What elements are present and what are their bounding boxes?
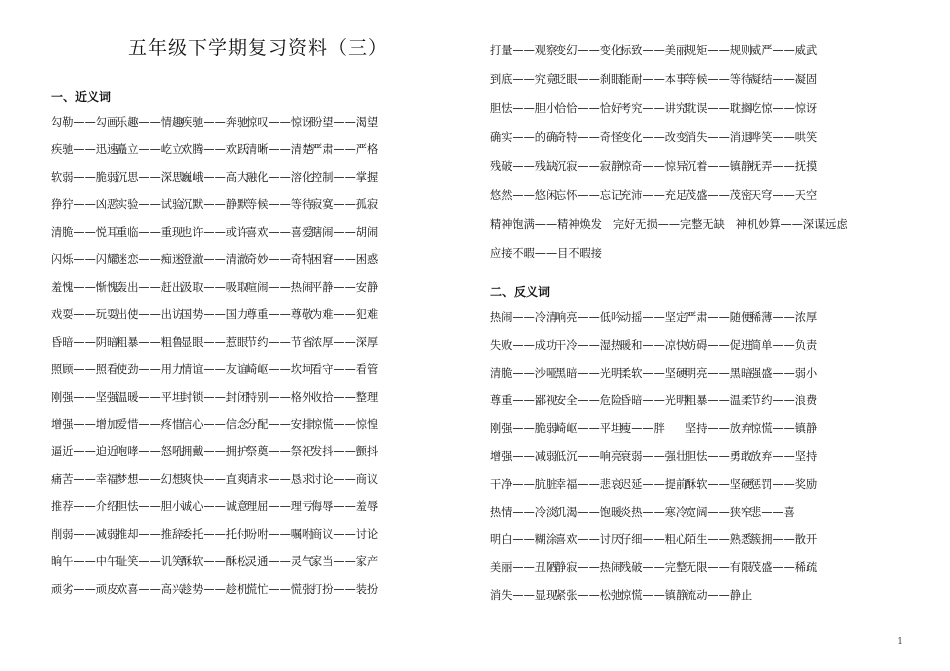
synonym-row (490, 102, 818, 116)
word-pair: 幸福——悲哀 (555, 477, 623, 491)
synonym-row (51, 225, 379, 240)
word-pair: 照顾——照看 (51, 363, 119, 377)
word-pair: 悲——喜 (750, 505, 795, 519)
word-pair: 发抖——颤抖 (311, 445, 379, 459)
antonym-row (490, 422, 818, 436)
word-pair: 耽误——耽搁 (685, 102, 753, 115)
word-pair: 咆哮——怒吼 (116, 445, 184, 459)
word-pair: 响亮——低吟 (555, 311, 623, 324)
word-pair: 沉默——静默 (181, 198, 249, 212)
word-pair: 悠然——悠闲 (490, 189, 558, 202)
synonym-row (51, 335, 379, 350)
word-pair: 出使——出访 (116, 308, 184, 322)
page-title: 五年级下学期复习资料（三） (128, 37, 389, 59)
synonym-row (51, 363, 379, 377)
word-pair: 简单——负责 (750, 338, 818, 352)
synonym-row (51, 280, 379, 295)
word-pair: 胆怯——胆小 (490, 102, 558, 115)
word-pair: 低沉——响亮 (555, 450, 623, 463)
word-pair: 也许——或许 (181, 225, 249, 239)
word-pair: 节约——节省 (246, 335, 314, 349)
word-pair: 干净——肮脏 (490, 477, 558, 491)
word-pair: 增强——减弱 (490, 450, 558, 463)
synonym-row (51, 253, 379, 267)
word-pair: 考究——讲究 (620, 102, 688, 115)
word-pair: 忘怀——忘记 (555, 189, 623, 202)
word-pair: 欢腾——欢跃 (181, 143, 249, 157)
word-pair: 宽阔——狭窄 (685, 505, 753, 519)
word-pair: 疾驰——奔驰 (181, 116, 249, 129)
word-pair: 增强——增加 (51, 417, 119, 431)
page-number: 1 (897, 637, 903, 647)
word-pair: 威严——威武 (750, 44, 818, 57)
word-pair: 残破——完整 (620, 561, 688, 575)
word-pair: 粗暴——温柔 (685, 394, 753, 408)
word-pair: 尊重——尊敬 (246, 308, 314, 322)
word-pair: 软弱——脆弱 (51, 170, 119, 184)
word-pair: 静寂——热闹 (555, 561, 623, 575)
word-pair: 惊奇——惊异 (620, 160, 688, 173)
word-pair: 凝结——凝固 (750, 73, 818, 86)
word-pair: 热闹——冷清 (490, 311, 558, 324)
word-pair: 迷恋——痴迷 (116, 253, 184, 267)
word-pair: 沉思——深思 (116, 170, 184, 184)
word-pair: 明白——糊涂 (490, 533, 558, 547)
word-pair: 控制——掌握 (311, 170, 379, 184)
word-pair: 恰恰——恰好 (555, 102, 623, 115)
word-pair: 热情——冷淡 (490, 505, 558, 519)
synonyms-heading: 一、近义词 (51, 90, 112, 104)
word-pair: 等候——等待 (685, 73, 753, 86)
word-pair: 梦想——幻想 (116, 472, 184, 486)
word-pair: 干冷——湿热 (555, 338, 623, 352)
word-pair: 灵通——灵气 (246, 555, 314, 569)
word-pair: 奇特——奇怪 (555, 131, 623, 144)
word-pair: 眨眼——刹眼 (555, 73, 623, 86)
word-pair: 抚弄——抚摸 (750, 160, 818, 173)
word-pair: 国势——国力 (181, 308, 249, 322)
word-pair: 矗立——屹立 (116, 143, 184, 157)
word-pair: 惊慌——惊惶 (311, 417, 379, 431)
word-pair: 趁势——趁机 (181, 582, 249, 596)
word-pair: 家当——家产 (311, 555, 379, 569)
word-pair: 确实——的确 (490, 131, 558, 144)
word-pair: 稀薄——浓厚 (750, 311, 818, 324)
synonym-row (51, 555, 379, 569)
antonym-row (490, 477, 818, 492)
word-pair: 簇拥——散开 (750, 533, 818, 547)
word-pair: 哗笑——哄笑 (750, 131, 818, 144)
word-pair: 坚持——放弃 (685, 422, 753, 436)
synonym-row (51, 198, 379, 212)
word-pair: 清脆——悦耳 (51, 225, 119, 239)
word-pair: 使劲——用力 (116, 363, 184, 377)
synonym-row (490, 160, 818, 174)
antonym-row (490, 311, 818, 325)
word-pair: 无限——有限 (685, 561, 753, 575)
word-pair: 能耐——本事 (620, 73, 688, 86)
word-pair: 乐趣——情趣 (116, 116, 184, 129)
synonym-row (490, 189, 818, 203)
word-pair: 狰狞——凶恶 (51, 198, 119, 212)
word-pair: 吃惊——惊讶 (750, 102, 818, 115)
word-pair: 爽快——直爽 (181, 472, 249, 486)
word-pair: 勾勒——勾画 (51, 116, 119, 129)
synonym-row (490, 218, 859, 232)
word-pair: 崎岖——平坦 (555, 422, 623, 436)
word-pair: 浓厚——深厚 (311, 335, 379, 349)
synonym-row (490, 73, 818, 87)
word-pair: 为难——犯难 (311, 308, 379, 322)
word-pair: 酥软——坚硬 (685, 477, 753, 491)
word-pair: 暖和——凉快 (620, 338, 688, 352)
word-pair: 温暖——平坦 (116, 390, 184, 404)
synonym-row (51, 445, 379, 459)
antonym-row (490, 366, 818, 381)
word-pair: 情谊——友谊 (181, 363, 249, 377)
synonym-row (51, 527, 379, 542)
synonym-row (490, 247, 613, 261)
word-pair: 诚心——诚意 (181, 500, 249, 514)
word-pair: 分配——安排 (246, 417, 314, 431)
word-pair: 盼望——渴望 (311, 116, 379, 129)
word-pair: 慌忙——慌张 (246, 582, 314, 596)
word-pair: 喧闹——热闹 (246, 280, 314, 294)
word-pair: 打量——观察 (490, 44, 558, 57)
word-pair: 羞愧——惭愧 (51, 280, 119, 294)
word-pair: 流动——静止 (685, 589, 753, 602)
synonym-row (51, 308, 379, 322)
word-pair: 失败——成功 (490, 338, 558, 352)
word-pair: 充沛——充足 (620, 189, 688, 202)
word-pair: 闪烁——闪耀 (51, 253, 119, 267)
word-pair: 衰弱——强壮 (620, 450, 688, 463)
word-pair: 汲取——吸取 (181, 280, 249, 294)
antonym-row (490, 506, 815, 520)
word-pair: 强盛——弱小 (750, 366, 818, 380)
word-pair: 惩罚——奖励 (750, 477, 818, 491)
word-pair: 实验——试验 (116, 198, 184, 212)
word-pair: 胆怯——勇敢 (685, 450, 753, 463)
word-pair: 明亮——黑暗 (685, 366, 753, 380)
word-pair: 消失——显现 (490, 589, 558, 602)
word-pair: 喜欢——讨厌 (555, 533, 623, 547)
word-pair: 瘦——胖 (620, 422, 665, 436)
antonym-row (490, 338, 818, 353)
synonym-row (51, 500, 379, 514)
word-pair: 拥戴——拥护 (181, 445, 249, 459)
word-pair: 仔细——粗心 (620, 533, 688, 547)
word-pair: 耻笑——讥笑 (116, 555, 184, 569)
word-pair: 神机妙算——深谋远虑 (735, 218, 848, 231)
word-pair: 顽劣——顽皮 (51, 582, 119, 596)
word-pair: 重临——重现 (116, 225, 184, 239)
word-pair: 推却——推辞 (116, 527, 184, 541)
synonym-row (490, 131, 818, 145)
word-pair: 尊重——鄙视 (490, 394, 558, 408)
word-pair: 吩咐——嘱咐 (246, 527, 314, 541)
word-pair: 巍峨——高大 (181, 170, 249, 184)
word-pair: 轰出——赶出 (116, 280, 184, 294)
word-pair: 节约——浪费 (750, 394, 818, 408)
word-pair: 寂寞——孤寂 (311, 198, 379, 212)
word-pair: 瞎闹——胡闹 (311, 225, 379, 239)
word-pair: 陌生——熟悉 (685, 533, 753, 547)
word-pair: 讨论——商议 (311, 472, 379, 486)
word-pair: 残破——残缺 (490, 160, 558, 173)
word-pair: 精神饱满——精神焕发 (490, 218, 602, 231)
word-pair: 请求——恳求 (246, 472, 314, 486)
word-pair: 打扮——装扮 (311, 582, 379, 596)
synonym-row (51, 472, 379, 487)
antonym-row (490, 533, 818, 547)
word-pair: 晌午——中午 (51, 555, 119, 569)
word-pair: 变化——改变 (620, 131, 688, 144)
word-pair: 清晰——清楚 (246, 143, 314, 157)
word-pair: 安全——危险 (555, 394, 623, 408)
word-pair: 惊叹——惊讶 (246, 116, 314, 129)
synonym-row (490, 44, 818, 58)
word-pair: 看守——看管 (311, 363, 379, 377)
word-pair: 炎热——寒冷 (620, 505, 688, 519)
word-pair: 紧张——松弛 (555, 589, 623, 602)
word-pair: 沉着——镇静 (685, 160, 753, 173)
word-pair: 昏暗——光明 (620, 394, 688, 408)
word-pair: 显眼——惹眼 (181, 335, 249, 349)
word-pair: 特别——格外 (246, 390, 314, 404)
synonym-row (51, 417, 379, 432)
synonym-row (51, 143, 379, 157)
antonym-row (490, 394, 818, 408)
word-pair: 削弱——减弱 (51, 527, 119, 541)
word-pair: 迟延——提前 (620, 477, 688, 491)
word-pair: 逼近——迫近 (51, 445, 119, 459)
word-pair: 动摇——坚定 (620, 311, 688, 324)
word-pair: 应接不暇——目不暇接 (490, 247, 602, 260)
word-pair: 到底——究竟 (490, 73, 558, 86)
antonym-row (490, 589, 753, 603)
word-pair: 消失——消退 (685, 131, 753, 144)
word-pair: 收拾——整理 (311, 390, 379, 404)
word-pair: 戏耍——玩耍 (51, 308, 119, 322)
synonym-row (51, 116, 379, 130)
word-pair: 刚强——脆弱 (490, 422, 558, 436)
word-pair: 饥渴——饱暖 (555, 505, 623, 519)
word-pair: 理屈——理亏 (246, 500, 314, 514)
word-pair: 规矩——规则 (685, 44, 753, 57)
word-pair: 平静——安静 (311, 280, 379, 294)
synonym-row (51, 582, 379, 597)
synonym-row (51, 390, 379, 405)
word-pair: 崎岖——坎坷 (246, 363, 314, 377)
word-pair: 委托——托付 (181, 527, 249, 541)
antonym-row (490, 561, 818, 575)
word-pair: 沉寂——寂静 (555, 160, 623, 173)
word-pair: 妨碍——促进 (685, 338, 753, 352)
word-pair: 刚强——坚强 (51, 390, 119, 404)
word-pair: 喜欢——喜爱 (246, 225, 314, 239)
word-pair: 爱惜——疼惜 (116, 417, 184, 431)
synonym-row (51, 170, 379, 185)
word-pair: 严肃——严格 (311, 143, 379, 157)
word-pair: 疾驰——迅速 (51, 143, 119, 157)
word-pair: 困窘——困惑 (311, 253, 379, 267)
word-pair: 融化——溶化 (246, 170, 314, 184)
word-pair: 美丽——丑陋 (490, 561, 558, 575)
word-pair: 茂盛——茂密 (685, 189, 753, 202)
word-pair: 变幻——变化 (555, 44, 623, 57)
word-pair: 完好无损——完整无缺 (612, 218, 725, 231)
word-pair: 奇妙——奇特 (246, 253, 314, 267)
word-pair: 信心——信念 (181, 417, 249, 431)
word-pair: 酥软——酥松 (181, 555, 249, 569)
word-pair: 惊慌——镇静 (620, 589, 688, 602)
word-pair: 标致——美丽 (620, 44, 688, 57)
word-pair: 天穹——天空 (750, 189, 818, 202)
word-pair: 推荐——介绍 (51, 500, 119, 514)
antonym-row (490, 450, 818, 464)
word-pair: 侮辱——羞辱 (311, 500, 379, 514)
word-pair: 澄澈——清澈 (181, 253, 249, 267)
word-pair: 祭奠——祭祀 (246, 445, 314, 459)
word-pair: 严肃——随便 (685, 311, 753, 324)
word-pair: 清脆——沙哑 (490, 366, 558, 380)
word-pair: 商议——讨论 (311, 527, 379, 541)
word-pair: 封锁——封闭 (181, 390, 249, 404)
word-pair: 柔软——坚硬 (620, 366, 688, 380)
word-pair: 放弃——坚持 (750, 450, 818, 463)
word-pair: 昏暗——阴暗 (51, 335, 119, 349)
antonyms-heading: 二、反义词 (490, 285, 551, 299)
word-pair: 欢喜——高兴 (116, 582, 184, 596)
word-pair: 黑暗——光明 (555, 366, 623, 380)
word-pair: 痛苦——幸福 (51, 472, 119, 486)
word-pair: 惊慌——镇静 (750, 422, 818, 436)
word-pair: 胆怯——胆小 (116, 500, 184, 514)
word-pair: 茂盛——稀疏 (750, 561, 818, 575)
word-pair: 粗暴——粗鲁 (116, 335, 184, 349)
word-pair: 等候——等待 (246, 198, 314, 212)
